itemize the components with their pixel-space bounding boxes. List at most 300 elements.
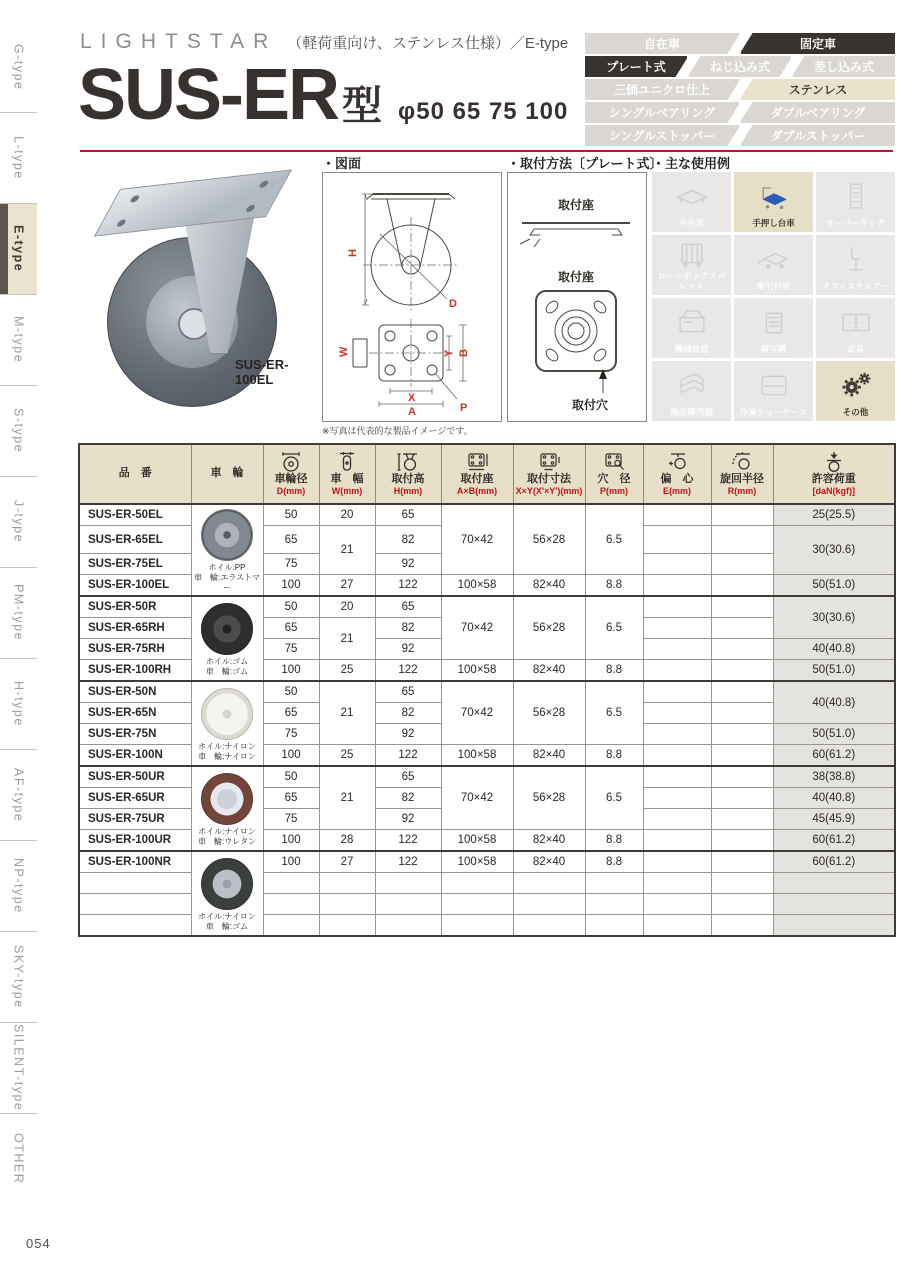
sidebar-item-label: NP-type bbox=[11, 858, 26, 914]
column-header-sub: R(mm) bbox=[727, 486, 757, 497]
wheel-image bbox=[201, 603, 253, 655]
wheel-diameter-cell: 75 bbox=[263, 554, 319, 575]
mount-dimension-cell: 82×40 bbox=[513, 745, 585, 767]
eccentricity-cell bbox=[643, 575, 711, 597]
hole-diameter-cell: 6.5 bbox=[585, 766, 643, 830]
spec-matrix-row bbox=[585, 56, 895, 77]
spec-option: ねじ込み式 bbox=[689, 56, 791, 77]
usage-examples-grid bbox=[652, 172, 895, 421]
column-header-sub: [daN(kgf)] bbox=[812, 486, 855, 497]
plate-size-cell bbox=[441, 894, 513, 915]
load-capacity-cell: 30(30.6) bbox=[773, 526, 895, 575]
sidebar-item-label: SILENT-type bbox=[11, 1024, 26, 1112]
dimension-drawing bbox=[322, 172, 502, 422]
usage-tile bbox=[652, 172, 731, 232]
column-header bbox=[79, 444, 191, 504]
wheel-diameter-cell: 65 bbox=[263, 703, 319, 724]
eccentricity-cell bbox=[643, 703, 711, 724]
swivel-radius-cell bbox=[711, 618, 773, 639]
sidebar-item-m-type[interactable] bbox=[0, 294, 37, 385]
load-capacity-cell: 40(40.8) bbox=[773, 639, 895, 660]
column-header bbox=[191, 444, 263, 504]
column-header-sub: W(mm) bbox=[331, 486, 363, 497]
dim-label-x: X bbox=[408, 392, 416, 404]
wheel-diameter-cell: 75 bbox=[263, 809, 319, 830]
spec-option: ダブルベアリング bbox=[741, 102, 895, 123]
mount-dimension-cell: 82×40 bbox=[513, 660, 585, 682]
usage-tile bbox=[734, 235, 813, 295]
series-name: LIGHTSTAR bbox=[80, 30, 278, 53]
wheel-diameter-cell bbox=[263, 915, 319, 937]
swivel-radius-cell bbox=[711, 766, 773, 788]
part-number-cell: SUS-ER-50EL bbox=[79, 504, 191, 526]
wheel-image bbox=[201, 688, 253, 740]
wheel-caption-line: ホイル:PP bbox=[208, 563, 246, 572]
eccentricity-cell bbox=[643, 851, 711, 873]
table-row bbox=[79, 851, 895, 873]
eccentric-icon bbox=[644, 451, 711, 473]
part-number-cell: SUS-ER-100N bbox=[79, 745, 191, 767]
eccentricity-cell bbox=[643, 809, 711, 830]
spec-matrix-row bbox=[585, 102, 895, 123]
wheel-caption bbox=[193, 563, 262, 593]
part-number-cell: SUS-ER-100EL bbox=[79, 575, 191, 597]
usage-tile-label: 手台車 bbox=[678, 218, 705, 229]
mount-height-cell: 92 bbox=[375, 809, 441, 830]
dim-label-a: A bbox=[408, 406, 416, 418]
wheel-diameter-cell: 50 bbox=[263, 681, 319, 703]
eccentricity-cell bbox=[643, 681, 711, 703]
furniture-icon bbox=[816, 298, 895, 345]
column-header bbox=[375, 444, 441, 504]
series-note: （軽荷重向け、ステンレス仕様）／E-type bbox=[287, 35, 569, 52]
column-header-label: 取付寸法 bbox=[527, 473, 571, 485]
hole-diameter-cell bbox=[585, 894, 643, 915]
showcase-icon bbox=[734, 361, 813, 408]
swivel-radius-cell bbox=[711, 504, 773, 526]
spec-option: ステンレス bbox=[741, 79, 895, 100]
hole-diameter-cell: 8.8 bbox=[585, 830, 643, 852]
spec-option: シングルベアリング bbox=[585, 102, 739, 123]
plate-size-cell: 100×58 bbox=[441, 830, 513, 852]
spec-option: プレート式 bbox=[585, 56, 687, 77]
mount-height-cell: 122 bbox=[375, 851, 441, 873]
spec-option: 差し込み式 bbox=[793, 56, 895, 77]
hole-diameter-cell: 8.8 bbox=[585, 851, 643, 873]
office-chair-icon bbox=[816, 235, 895, 282]
column-header-label: 品 番 bbox=[118, 467, 152, 480]
swivel-radius-cell bbox=[711, 851, 773, 873]
load-capacity-cell: 25(25.5) bbox=[773, 504, 895, 526]
load-capacity-cell bbox=[773, 915, 895, 937]
mount-dimension-cell: 56×28 bbox=[513, 596, 585, 660]
wheel-diameter-cell: 100 bbox=[263, 830, 319, 852]
dimension-drawing-svg bbox=[323, 173, 499, 419]
mount-plate-view bbox=[536, 291, 616, 393]
usage-tile bbox=[816, 172, 895, 232]
swivel-radius-icon bbox=[712, 451, 773, 473]
mount-height-cell bbox=[375, 873, 441, 894]
wheel-diameter-cell bbox=[263, 894, 319, 915]
mount-dimension-cell: 56×28 bbox=[513, 681, 585, 745]
wheel-width-cell: 21 bbox=[319, 681, 375, 745]
dim-label-y: Y bbox=[443, 349, 455, 357]
wheel-cell bbox=[191, 504, 263, 596]
eccentricity-cell bbox=[643, 788, 711, 809]
wheel-caption bbox=[193, 912, 262, 932]
eccentricity-cell bbox=[643, 526, 711, 554]
load-capacity-cell: 50(51.0) bbox=[773, 575, 895, 597]
sidebar-item-sky-type[interactable] bbox=[0, 931, 37, 1022]
product-photo bbox=[85, 165, 315, 420]
mount-height-icon bbox=[376, 451, 441, 473]
column-header-sub: A×B(mm) bbox=[456, 486, 498, 497]
load-capacity-cell: 45(45.9) bbox=[773, 809, 895, 830]
mount-height-cell: 82 bbox=[375, 618, 441, 639]
sidebar-item-e-type[interactable] bbox=[0, 203, 37, 294]
part-number-cell: SUS-ER-75UR bbox=[79, 809, 191, 830]
wheel-diameter-cell: 65 bbox=[263, 618, 319, 639]
wheel-cell bbox=[191, 681, 263, 766]
column-header-label: 穴 径 bbox=[597, 473, 631, 485]
usage-tile bbox=[652, 235, 731, 295]
eccentricity-cell bbox=[643, 504, 711, 526]
eccentricity-cell bbox=[643, 894, 711, 915]
server-rack-icon bbox=[816, 172, 895, 219]
table-header-row bbox=[79, 444, 895, 504]
dim-label-b: B bbox=[458, 349, 470, 357]
column-header-label: 取付高 bbox=[391, 473, 425, 485]
hole-diameter-cell bbox=[585, 915, 643, 937]
wheel-cell bbox=[191, 766, 263, 851]
mounting-method-diagram bbox=[507, 172, 647, 422]
wheel-width-cell: 28 bbox=[319, 830, 375, 852]
dim-label-d: D bbox=[449, 298, 457, 310]
usage-tile bbox=[652, 361, 731, 421]
wheel-width-cell bbox=[319, 894, 375, 915]
usage-tile bbox=[816, 235, 895, 295]
mount-dimension-cell bbox=[513, 915, 585, 937]
mount-height-cell: 92 bbox=[375, 554, 441, 575]
wheel-image bbox=[201, 773, 253, 825]
swivel-radius-cell bbox=[711, 830, 773, 852]
sidebar-item-label: J-type bbox=[11, 500, 26, 544]
machine-icon bbox=[652, 298, 731, 345]
wheel-width-cell: 20 bbox=[319, 596, 375, 618]
hole-diameter-cell: 6.5 bbox=[585, 596, 643, 660]
mount-height-cell: 82 bbox=[375, 703, 441, 724]
eccentricity-cell bbox=[643, 873, 711, 894]
hole-diameter-cell: 8.8 bbox=[585, 660, 643, 682]
sidebar-item-j-type[interactable] bbox=[0, 476, 37, 567]
mount-dimension-cell: 56×28 bbox=[513, 504, 585, 575]
wheel-diameter-cell: 50 bbox=[263, 504, 319, 526]
mount-side-view bbox=[520, 223, 630, 247]
column-header-sub: E(mm) bbox=[662, 486, 691, 497]
sidebar-item-af-type[interactable] bbox=[0, 749, 37, 840]
part-number-cell: SUS-ER-75RH bbox=[79, 639, 191, 660]
model-name: SUS-ER bbox=[78, 55, 339, 135]
plate-size-cell bbox=[441, 915, 513, 937]
mount-height-cell: 92 bbox=[375, 639, 441, 660]
hole-diameter-cell: 8.8 bbox=[585, 575, 643, 597]
hole-diameter-cell: 6.5 bbox=[585, 681, 643, 745]
wheel-image bbox=[201, 858, 253, 910]
wheel-caption-line: 車 輪:エラストマー bbox=[194, 573, 260, 592]
usage-tile-label: オフィスチェアー bbox=[822, 281, 889, 292]
load-capacity-cell: 50(51.0) bbox=[773, 724, 895, 745]
sidebar-item-l-type[interactable] bbox=[0, 112, 37, 203]
sidebar-item-g-type[interactable] bbox=[0, 22, 37, 112]
wheel-diameter-cell: 100 bbox=[263, 745, 319, 767]
hole-diameter-cell bbox=[585, 873, 643, 894]
plate-size-cell: 70×42 bbox=[441, 504, 513, 575]
wheel-diameter-cell: 65 bbox=[263, 526, 319, 554]
column-header bbox=[773, 444, 895, 504]
spec-table bbox=[78, 443, 896, 937]
dim-label-h: H bbox=[347, 249, 359, 257]
mount-dimension-cell bbox=[513, 894, 585, 915]
drawing-section-title: ・図面 bbox=[322, 156, 362, 171]
part-number-cell: SUS-ER-65N bbox=[79, 703, 191, 724]
wheel-diameter-cell: 75 bbox=[263, 639, 319, 660]
sidebar bbox=[0, 22, 37, 1204]
sidebar-item-label: E-type bbox=[11, 225, 26, 273]
table-row bbox=[79, 766, 895, 788]
swivel-radius-cell bbox=[711, 873, 773, 894]
wheel-diameter-cell: 100 bbox=[263, 851, 319, 873]
mount-height-cell: 82 bbox=[375, 526, 441, 554]
column-header-label: 車 幅 bbox=[330, 473, 364, 485]
column-header-label: 取付座 bbox=[460, 473, 494, 485]
swivel-radius-cell bbox=[711, 575, 773, 597]
sidebar-item-label: AF-type bbox=[11, 767, 26, 823]
mount-height-cell: 92 bbox=[375, 724, 441, 745]
sidebar-item-other[interactable] bbox=[0, 1113, 37, 1204]
mount-dimension-cell: 82×40 bbox=[513, 830, 585, 852]
usage-section-title: ・主な使用例 bbox=[652, 156, 731, 171]
load-capacity-cell: 38(38.8) bbox=[773, 766, 895, 788]
usage-tile bbox=[816, 361, 895, 421]
mount-height-cell: 122 bbox=[375, 745, 441, 767]
side-view-geometry bbox=[362, 194, 459, 313]
wheel-caption-line: ホイル:ナイロン bbox=[198, 741, 256, 751]
plate-ab-icon bbox=[442, 451, 513, 473]
load-capacity-cell bbox=[773, 873, 895, 894]
wheel-diameter-cell: 100 bbox=[263, 575, 319, 597]
sidebar-item-h-type[interactable] bbox=[0, 658, 37, 749]
part-number-cell: SUS-ER-75EL bbox=[79, 554, 191, 575]
hole-diameter-cell: 6.5 bbox=[585, 504, 643, 575]
mount-hole-label: 取付穴 bbox=[571, 398, 609, 412]
plate-size-cell: 100×58 bbox=[441, 851, 513, 873]
push-cart-icon bbox=[734, 172, 813, 219]
shelf-icon bbox=[652, 361, 731, 408]
wheel-cell bbox=[191, 596, 263, 681]
column-header bbox=[441, 444, 513, 504]
spec-option: シングルストッパー bbox=[585, 125, 739, 146]
title-underline bbox=[80, 150, 893, 152]
spec-option: 三価ユニクロ仕上 bbox=[585, 79, 739, 100]
usage-tile-label: 冷凍ショーケース bbox=[739, 407, 808, 418]
spec-matrix-row bbox=[585, 79, 895, 100]
mount-height-cell bbox=[375, 894, 441, 915]
wheel-image bbox=[201, 509, 253, 561]
part-number-cell bbox=[79, 873, 191, 894]
wheel-caption bbox=[193, 827, 262, 847]
wheel-width-cell: 21 bbox=[319, 766, 375, 830]
table-row bbox=[79, 681, 895, 703]
column-header-label: 車 輪 bbox=[210, 467, 244, 480]
part-number-cell: SUS-ER-100RH bbox=[79, 660, 191, 682]
swivel-radius-cell bbox=[711, 596, 773, 618]
wheel-diameter-cell: 50 bbox=[263, 596, 319, 618]
mount-height-cell: 122 bbox=[375, 660, 441, 682]
mount-height-cell: 122 bbox=[375, 830, 441, 852]
mount-dimension-cell bbox=[513, 873, 585, 894]
wheel-width-cell: 25 bbox=[319, 745, 375, 767]
swivel-radius-cell bbox=[711, 526, 773, 554]
sidebar-item-s-type[interactable] bbox=[0, 385, 37, 476]
usage-tile bbox=[816, 298, 895, 358]
swivel-radius-cell bbox=[711, 639, 773, 660]
sidebar-item-label: H-type bbox=[11, 681, 26, 727]
mount-height-cell: 65 bbox=[375, 766, 441, 788]
eccentricity-cell bbox=[643, 766, 711, 788]
mount-height-cell: 122 bbox=[375, 575, 441, 597]
photo-caption: SUS-ER-100EL bbox=[235, 357, 289, 387]
load-capacity-cell: 60(61.2) bbox=[773, 830, 895, 852]
mount-height-cell: 65 bbox=[375, 681, 441, 703]
swivel-radius-cell bbox=[711, 809, 773, 830]
plate-size-cell: 70×42 bbox=[441, 681, 513, 745]
eccentricity-cell bbox=[643, 618, 711, 639]
sidebar-item-silent-type[interactable] bbox=[0, 1022, 37, 1113]
usage-tile bbox=[734, 172, 813, 232]
swivel-radius-cell bbox=[711, 681, 773, 703]
column-header-sub: P(mm) bbox=[599, 486, 628, 497]
wheel-diameter-cell: 100 bbox=[263, 660, 319, 682]
load-capacity-cell: 50(51.0) bbox=[773, 660, 895, 682]
usage-tile-label: 商品陳列棚 bbox=[670, 407, 713, 418]
mount-height-cell: 65 bbox=[375, 596, 441, 618]
sidebar-item-label: PM-type bbox=[11, 584, 26, 642]
usage-tile bbox=[734, 298, 813, 358]
dim-label-p: P bbox=[460, 402, 468, 414]
spec-option-matrix bbox=[585, 33, 895, 148]
table-row bbox=[79, 596, 895, 618]
sidebar-item-label: SKY-type bbox=[11, 945, 26, 1009]
plate-size-cell: 70×42 bbox=[441, 766, 513, 830]
wheel-width-cell bbox=[319, 915, 375, 937]
sidebar-item-label: M-type bbox=[11, 316, 26, 364]
wheel-diameter-cell: 75 bbox=[263, 724, 319, 745]
model-sizes: φ50 65 75 100 bbox=[398, 98, 569, 125]
mount-dimension-cell: 82×40 bbox=[513, 575, 585, 597]
usage-tile-label: 牽引台車 bbox=[756, 281, 791, 292]
usage-tile-label: 手押し台車 bbox=[752, 218, 795, 229]
sidebar-item-label: G-type bbox=[11, 43, 26, 91]
wheel-width-cell: 21 bbox=[319, 618, 375, 660]
part-number-cell: SUS-ER-100NR bbox=[79, 851, 191, 873]
mount-height-cell bbox=[375, 915, 441, 937]
wheel-caption bbox=[193, 742, 262, 762]
part-number-cell: SUS-ER-100UR bbox=[79, 830, 191, 852]
spec-option: 自在車 bbox=[585, 33, 739, 54]
swivel-radius-cell bbox=[711, 703, 773, 724]
swivel-radius-cell bbox=[711, 788, 773, 809]
wheel-caption-line: ホイル:ゴム bbox=[205, 656, 249, 666]
swivel-radius-cell bbox=[711, 894, 773, 915]
eccentricity-cell bbox=[643, 660, 711, 682]
column-header-label: 車輪径 bbox=[274, 473, 308, 485]
part-number-cell bbox=[79, 894, 191, 915]
spec-matrix-row bbox=[585, 33, 895, 54]
load-capacity-cell: 60(61.2) bbox=[773, 851, 895, 873]
sidebar-item-np-type[interactable] bbox=[0, 840, 37, 931]
usage-tile bbox=[734, 361, 813, 421]
mount-dimension-cell: 82×40 bbox=[513, 851, 585, 873]
spec-option: 固定車 bbox=[741, 33, 895, 54]
mount-height-cell: 82 bbox=[375, 788, 441, 809]
wheel-caption bbox=[193, 657, 262, 677]
sidebar-item-label: S-type bbox=[11, 408, 26, 454]
column-header bbox=[711, 444, 773, 504]
part-number-cell: SUS-ER-50N bbox=[79, 681, 191, 703]
usage-tile bbox=[652, 298, 731, 358]
swivel-radius-cell bbox=[711, 660, 773, 682]
sidebar-item-label: OTHER bbox=[11, 1133, 26, 1185]
part-number-cell: SUS-ER-50UR bbox=[79, 766, 191, 788]
usage-tile-label: サーバーラック bbox=[826, 218, 885, 229]
part-number-cell bbox=[79, 915, 191, 937]
mount-dimension-cell: 56×28 bbox=[513, 766, 585, 830]
part-number-cell: SUS-ER-50R bbox=[79, 596, 191, 618]
part-number-cell: SUS-ER-65UR bbox=[79, 788, 191, 809]
wheel-width-cell: 20 bbox=[319, 504, 375, 526]
eccentricity-cell bbox=[643, 915, 711, 937]
mount-height-cell: 65 bbox=[375, 504, 441, 526]
load-capacity-cell bbox=[773, 894, 895, 915]
hole-diameter-cell: 8.8 bbox=[585, 745, 643, 767]
plate-size-cell bbox=[441, 873, 513, 894]
wheel-width-cell: 27 bbox=[319, 851, 375, 873]
column-header-sub: H(mm) bbox=[393, 486, 423, 497]
part-number-cell: SUS-ER-65EL bbox=[79, 526, 191, 554]
load-icon bbox=[774, 451, 895, 473]
sidebar-item-pm-type[interactable] bbox=[0, 567, 37, 658]
hand-cart-icon bbox=[652, 172, 731, 219]
plate-size-cell: 100×58 bbox=[441, 660, 513, 682]
wheel-diameter-cell bbox=[263, 873, 319, 894]
mounting-section-title: ・取付方法〔プレート式〕 bbox=[507, 156, 663, 171]
wheel-diameter-cell: 65 bbox=[263, 788, 319, 809]
column-header bbox=[263, 444, 319, 504]
plate-xy-icon bbox=[514, 451, 585, 473]
load-capacity-cell: 60(61.2) bbox=[773, 745, 895, 767]
plate-size-cell: 100×58 bbox=[441, 575, 513, 597]
wheel-diameter-cell: 50 bbox=[263, 766, 319, 788]
column-header-label: 旋回半径 bbox=[720, 473, 764, 485]
swivel-radius-cell bbox=[711, 554, 773, 575]
spec-matrix-row bbox=[585, 125, 895, 146]
column-header-sub: D(mm) bbox=[276, 486, 306, 497]
column-header-label: 偏 心 bbox=[660, 473, 694, 485]
wheel-caption-line: ホイル:ナイロン bbox=[198, 911, 256, 921]
wheel-diameter-icon bbox=[264, 451, 319, 473]
brand-line bbox=[80, 30, 568, 54]
sidebar-item-label: L-type bbox=[11, 136, 26, 180]
